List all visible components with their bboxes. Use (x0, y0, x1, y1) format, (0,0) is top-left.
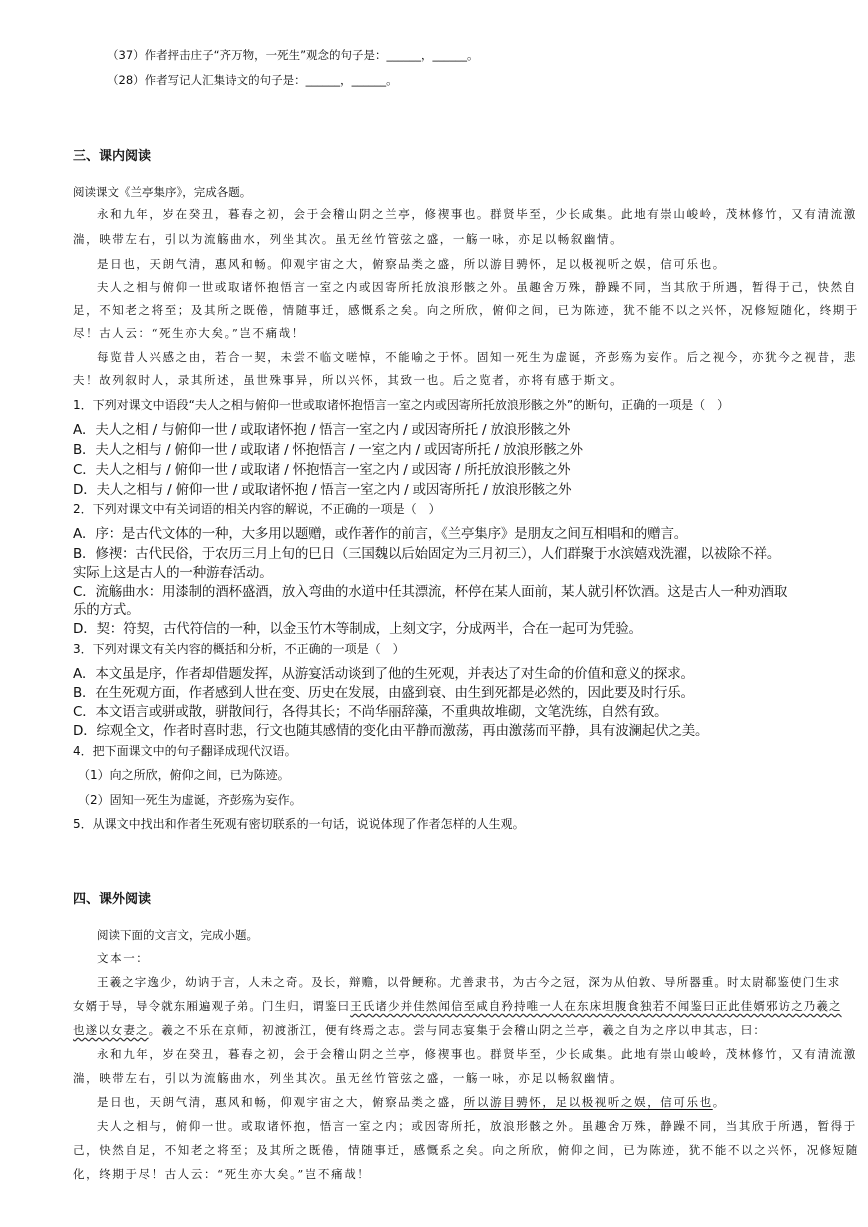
section-4-heading: 四、课外阅读 (73, 892, 152, 907)
option-3d: D．综观全文，作者时喜时悲，行文也随其感情的变化由平静而激荡，再由激荡而平静，具有波澜起伏之美。 (73, 723, 709, 739)
passage-text: 女婿于导，导令就东厢遍观子弟。门生归，谓鉴曰 (73, 999, 351, 1013)
passage-text: 是日也，天朗气清，惠风和畅，仰观宇宙之大，俯察品类之盛， (97, 1095, 464, 1109)
question-4: 4．把下面课文中的句子翻译成现代汉语。 (73, 744, 297, 758)
text-one-label: 文本一： (97, 951, 150, 965)
passage-text: 。羲之不乐在京师，初渡浙江，便有终焉之志。尝与同志宴集于会稽山阴之兰亭，羲之自为之序以申其志，曰： (148, 1023, 767, 1037)
passage-line: 化，终期于尽！古人云：“死生亦大矣。”岂不痛哉！ (73, 1167, 371, 1181)
passage-line (73, 1022, 766, 1038)
passage-line: 每览昔人兴感之由，若合一契，未尝不临文嗟悼，不能喻之于怀。固知一死生为虚诞，齐彭殇为妄作。后之视今，亦犹今之视昔，悲 (97, 350, 857, 364)
question-2: 2．下列对课文中有关词语的相关内容的解说，不正确的一项是（ ） (73, 502, 441, 516)
question-37: （37）作者抨击庄子“齐万物，一死生”观念的句子是：______，______。 (107, 48, 479, 62)
wavy-underlined-text: 也遂以女妻之 (73, 1023, 149, 1037)
passage-line: 尽！古人云：“死生亦大矣。”岂不痛哉！ (73, 326, 305, 340)
passage-line: 夫人之相与，俯仰一世。或取诸怀抱，悟言一室之内；或因寄所托，放浪形骸之外。虽趣舍万殊，静躁不同，当其欣于所遇，暂得于 (97, 1119, 857, 1133)
passage-line: 足，不知老之将至；及其所之既倦，情随事迁，感慨系之矣。向之所欣，俯仰之间，已为陈迹，犹不能不以之兴怀，况修短随化，终期于 (73, 303, 859, 317)
section-3-intro: 阅读课文《兰亭集序》，完成各题。 (73, 185, 252, 199)
passage-line (97, 1094, 726, 1110)
option-2c-cont: 乐的方式。 (73, 602, 140, 618)
passage-line: 永和九年，岁在癸丑，暮春之初，会于会稽山阴之兰亭，修禊事也。群贤毕至，少长咸集。此地有崇山峻岭，茂林修竹，又有清流激 (97, 1047, 857, 1061)
option-1c: C．夫人之相与 / 俯仰一世 / 或取诸 / 怀抱悟言一室之内 / 或因寄 / 所托放浪形骸之外 (73, 462, 571, 478)
question-28: （28）作者写记人汇集诗文的句子是：______，______。 (107, 73, 398, 87)
option-2b-cont: 实际上这是古人的一种游春活动。 (73, 565, 273, 581)
option-2b: B．修禊：古代民俗，于农历三月上旬的巳日（三国魏以后始固定为三月初三），人们群聚于水滨嬉戏洗濯，以祓除不祥。 (73, 546, 781, 562)
section-3-heading: 三、课内阅读 (73, 149, 152, 164)
passage-line: 夫人之相与俯仰一世或取诸怀抱悟言一室之内或因寄所托放浪形骸之外。虽趣舍万殊，静躁不同，当其欣于所遇，暂得于己，快然自 (97, 280, 857, 294)
option-1a: A．夫人之相 / 与俯仰一世 / 或取诸怀抱 / 悟言一室之内 / 或因寄所托 / 放浪形骸之外 (73, 422, 571, 438)
option-3b: B．在生死观方面，作者感到人世在变、历史在发展，由盛到衰、由生到死都是必然的，因此要及时行乐。 (73, 685, 694, 701)
question-1: 1．下列对课文中语段“夫人之相与俯仰一世或取诸怀抱悟言一室之内或因寄所托放浪形骸之外”的断句，正确的一项是（ ） (73, 398, 730, 412)
option-2c: C．流觞曲水：用漆制的酒杯盛酒，放入弯曲的水道中任其漂流，杯停在某人面前，某人就引杯饮酒。这是古人一种劝酒取 (73, 584, 788, 600)
passage-text: 。 (712, 1095, 726, 1109)
question-4-1: （1）向之所欣，俯仰之间，已为陈迹。 (78, 768, 290, 782)
question-3: 3．下列对课文有关内容的概括和分析，不正确的一项是（ ） (73, 642, 405, 656)
option-3c: C．本文语言或骈或散，骈散间行，各得其长；不尚华丽辞藻，不重典故堆砌，文笔洗练，自然有致。 (73, 704, 668, 720)
passage-line: 夫！故列叙时人，录其所述，虽世殊事异，所以兴怀，其致一也。后之览者，亦将有感于斯文。 (73, 373, 624, 387)
passage-line: 己，快然自足，不知老之将至；及其所之既倦，情随事迁，感慨系之矣。向之所欣，俯仰之间，已为陈迹，犹不能不以之兴怀，况修短随 (73, 1143, 859, 1157)
wavy-underlined-text: 王氏诸少并佳然闻信至咸自矜持唯一人在东床坦腹食独若不闻鉴曰正此佳婿邪访之乃羲之 (350, 999, 842, 1013)
section-4-intro: 阅读下面的文言文，完成小题。 (97, 928, 258, 942)
option-2a: A．序：是古代文体的一种，大多用以题赠，或作著作的前言，《兰亭集序》是朋友之间互相唱和的赠言。 (73, 526, 688, 542)
passage-line: 永和九年，岁在癸丑，暮春之初，会于会稽山阴之兰亭，修禊事也。群贤毕至，少长咸集。此地有崇山峻岭，茂林修竹，又有清流激 (97, 207, 857, 221)
option-3a: A．本文虽是序，作者却借题发挥，从游宴活动谈到了他的生死观，并表达了对生命的价值和意义的探求。 (73, 666, 694, 682)
option-1b: B．夫人之相与 / 俯仰一世 / 或取诸 / 怀抱悟言 / 一室之内 / 或因寄所托 / 放浪形骸之外 (73, 442, 583, 458)
underlined-text: 所以游目骋怀，足以极视听之娱，信可乐也 (463, 1095, 713, 1109)
option-1d: D．夫人之相与 / 俯仰一世 / 或取诸怀抱 / 悟言一室之内 / 或因寄所托 / 放浪形骸之外 (73, 482, 572, 498)
passage-line: 是日也，天朗气清，惠风和畅。仰观宇宙之大，俯察品类之盛，所以游目骋怀，足以极视听之娱，信可乐也。 (97, 257, 726, 271)
passage-line: 王羲之字逸少，幼讷于言，人未之奇。及长，辩赡，以骨鲠称。尤善隶书，为古今之冠，深为从伯敦、导所器重。时太尉郗鉴使门生求 (97, 975, 841, 989)
passage-line (73, 998, 842, 1014)
passage-line: 湍，映带左右，引以为流觞曲水，列坐其次。虽无丝竹管弦之盛，一觞一咏，亦足以畅叙幽情。 (73, 232, 624, 246)
question-5: 5．从课文中找出和作者生死观有密切联系的一句话，说说体现了作者怎样的人生观。 (73, 817, 525, 831)
question-4-2: （2）固知一死生为虚诞，齐彭殇为妄作。 (78, 793, 302, 807)
option-2d: D．契：符契，古代符信的一种，以金玉竹木等制成，上刻文字，分成两半，合在一起可为凭验。 (73, 621, 642, 637)
passage-line: 湍，映带左右，引以为流觞曲水，列坐其次。虽无丝竹管弦之盛，一觞一咏，亦足以畅叙幽情。 (73, 1071, 624, 1085)
